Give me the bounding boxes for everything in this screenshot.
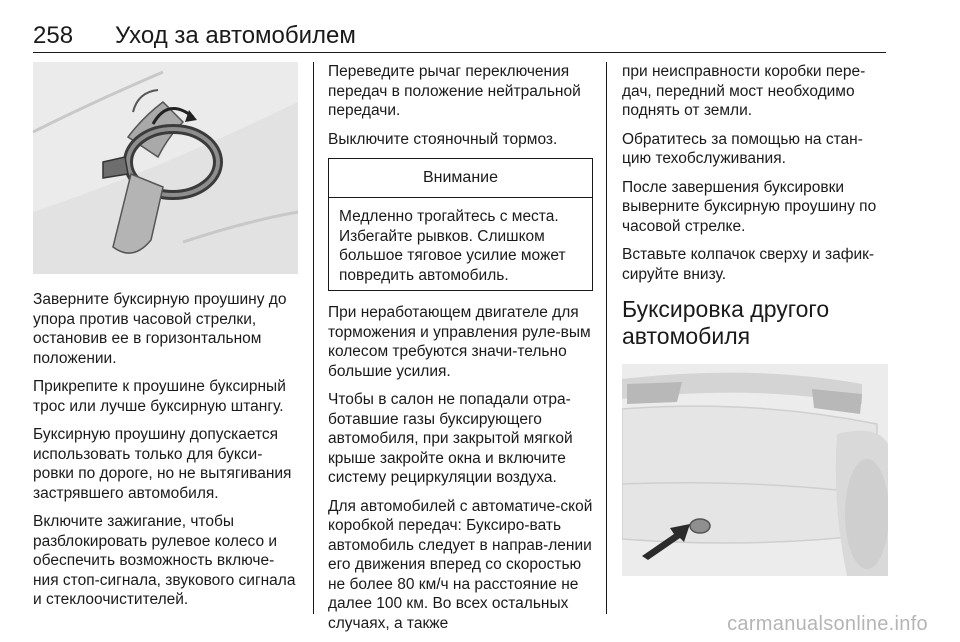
column-1: [33, 62, 298, 619]
paragraph: Для автомобилей с автоматиче-ской коробкой передач: Буксиро-вать автомобиль следует в направ-лении его движения вперед со скоростью не более 80 км/ч на расстояние не далее 100 км. Во всех остальных случаях, а также: [328, 497, 593, 632]
paragraph: Выключите стояночный тормоз.: [328, 130, 558, 148]
column-2: [328, 62, 593, 642]
column-3: [622, 62, 888, 576]
page-number: 258: [33, 22, 74, 49]
paragraph: При неработающем двигателе для торможения и управления руле-вым колесом требуются значи-тельно большие усилия.: [328, 304, 591, 380]
paragraph: при неисправности коробки пере-дач, передний мост необходимо поднять от земли.: [622, 63, 866, 119]
paragraph: Буксирную проушину допускается использовать только для букси-ровки по дороге, но не вытягивания застрявшего автомобиля.: [33, 426, 292, 502]
paragraph: Прикрепите к проушине буксирный трос или лучше буксирную штангу.: [33, 378, 286, 415]
paragraph: Заверните буксирную проушину до упора против часовой стрелки, остановив ее в горизонтальном положении.: [33, 291, 287, 367]
paragraph: Вставьте колпачок сверху и зафик-сируйте внизу.: [622, 246, 875, 283]
column-divider: [606, 62, 607, 614]
watermark: carmanualsonline.info: [727, 613, 928, 635]
towing-eye-image: [33, 62, 298, 274]
column-divider: [313, 62, 314, 614]
paragraph: Переведите рычаг переключения передач в положение нейтральной передачи.: [328, 63, 581, 119]
warning-text: Медленно трогайтесь с места. Избегайте рывков. Слишком большое тяговое усилие может повредить автомобиль.: [339, 208, 566, 284]
towing-eye-illustration: [33, 62, 298, 274]
page-header: [33, 20, 886, 53]
rear-bumper-illustration: [622, 364, 888, 576]
warning-heading: Внимание: [329, 159, 592, 198]
warning-box: [328, 158, 593, 291]
section-heading: Буксировка другого автомобиля: [622, 296, 830, 349]
paragraph: Включите зажигание, чтобы разблокировать рулевое колесо и обеспечить возможность включе-ния стоп-сигнала, звукового сигнала и стеклоочистителей.: [33, 513, 296, 608]
page-title: Уход за автомобилем: [115, 22, 356, 49]
paragraph: После завершения буксировки выверните буксирную проушину по часовой стрелке.: [622, 178, 877, 235]
rear-bumper-image: [622, 364, 888, 576]
paragraph: Чтобы в салон не попадали отра-ботавшие газы буксирующего автомобиля, при закрытой мягкой крыше закройте окна и включите систему рециркуляции воздуха.: [328, 391, 573, 486]
paragraph: Обратитесь за помощью на стан-цию техобслуживания.: [622, 130, 863, 167]
